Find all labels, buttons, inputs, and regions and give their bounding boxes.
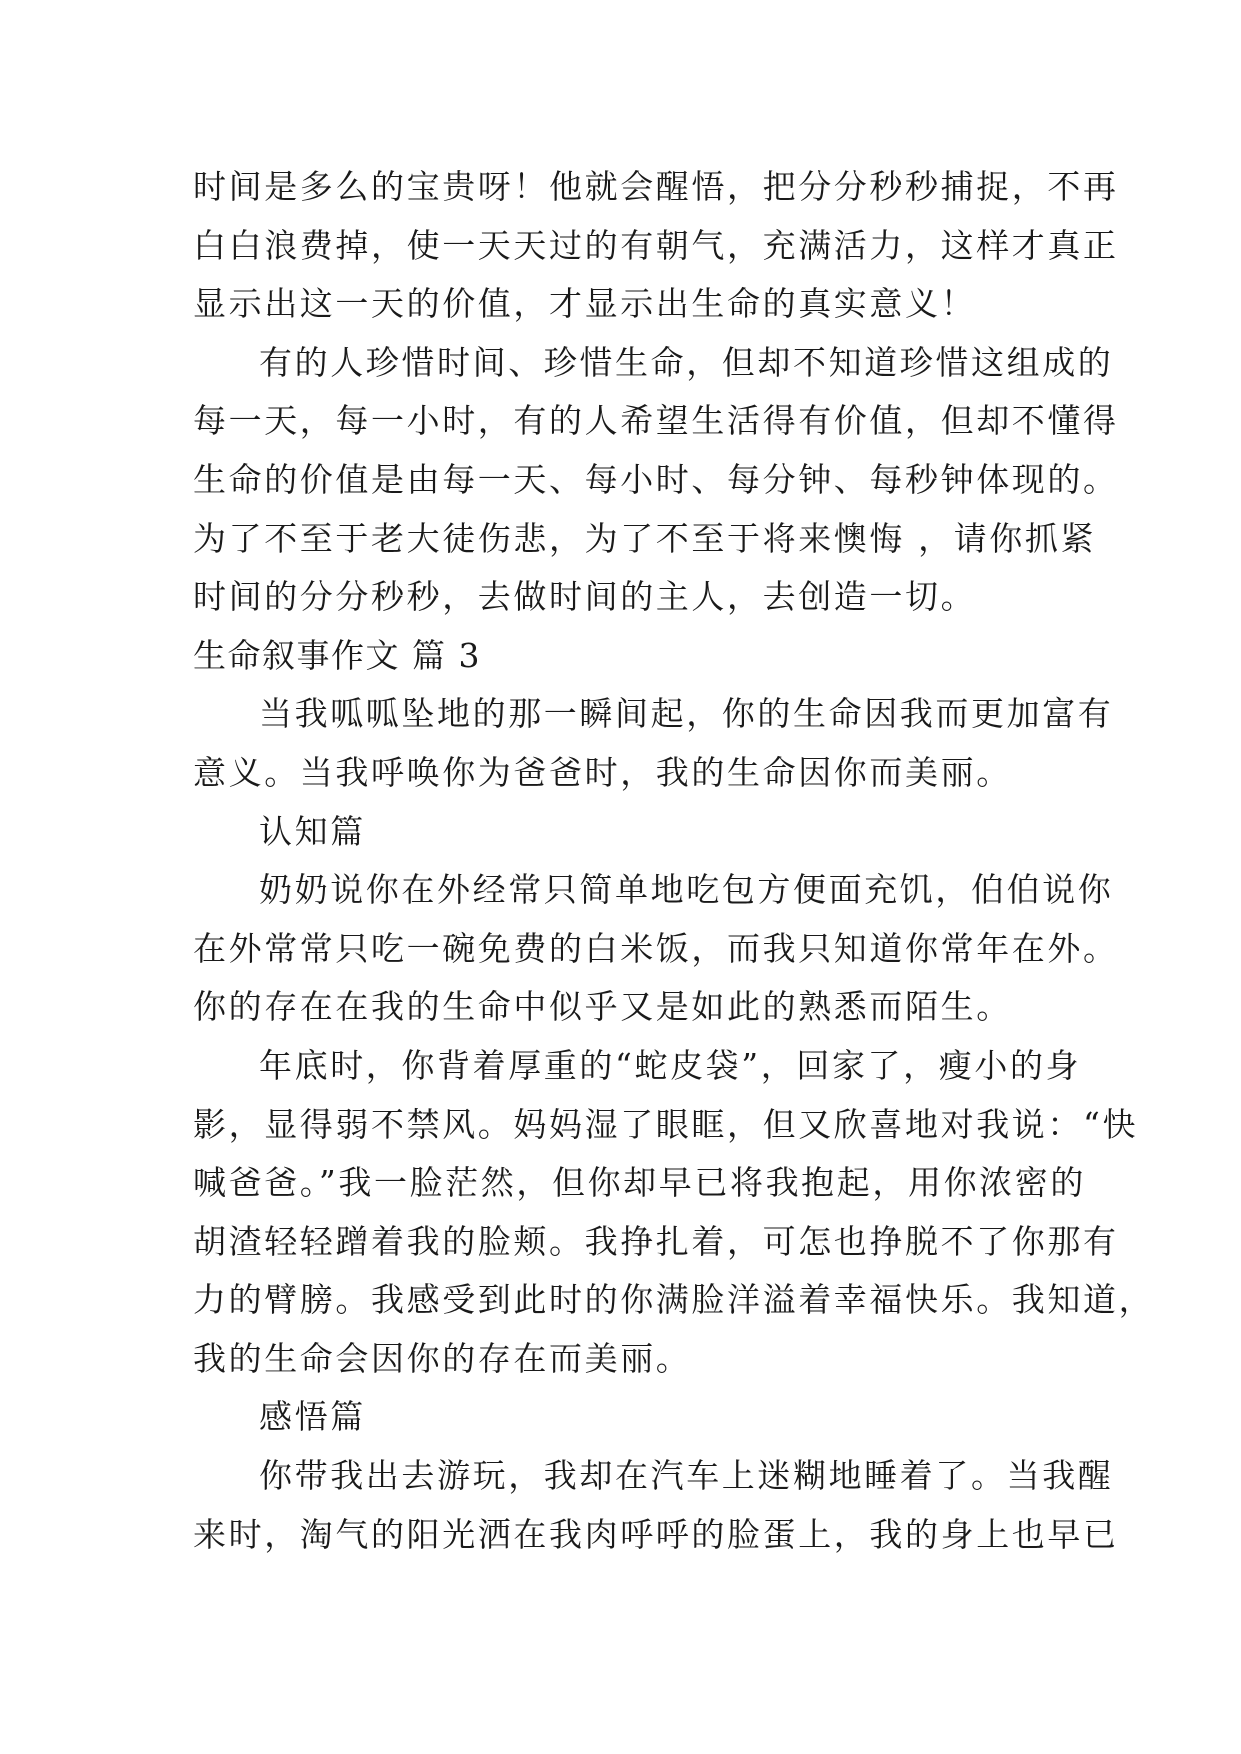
text-line: 来时，淘气的阳光洒在我肉呼呼的脸蛋上，我的身上也早已 — [193, 1514, 1119, 1554]
text-line: 时间的分分秒秒，去做时间的主人，去创造一切。 — [193, 577, 977, 617]
paragraph-start-line: 你带我出去游玩，我却在汽车上迷糊地睡着了。当我醒 — [259, 1456, 1114, 1496]
text-line: 白白浪费掉，使一天天过的有朝气，充满活力，这样才真正 — [193, 225, 1119, 265]
paragraph-start-line: 有的人珍惜时间、珍惜生命，但却不知道珍惜这组成的 — [259, 342, 1114, 382]
paragraph-start-line: 奶奶说你在外经常只简单地吃包方便面充饥，伯伯说你 — [259, 870, 1114, 910]
text-line: 为了不至于老大徒伤悲，为了不至于将来懊悔 ，请你抓紧 — [193, 518, 1097, 558]
text-line: 力的臂膀。我感受到此时的你满脸洋溢着幸福快乐。我知道， — [193, 1280, 1155, 1320]
text-line: 胡渣轻轻蹭着我的脸颊。我挣扎着，可怎也挣脱不了你那有 — [193, 1221, 1119, 1261]
text-line: 影，显得弱不禁风。妈妈湿了眼眶，但又欣喜地对我说：“快 — [193, 1104, 1139, 1144]
text-line: 喊爸爸。”我一脸茫然，但你却早已将我抱起，用你浓密的 — [193, 1163, 1086, 1203]
text-line: 每一天，每一小时，有的人希望生活得有价值，但却不懂得 — [193, 401, 1119, 441]
text-line: 你的存在在我的生命中似乎又是如此的熟悉而陌生。 — [193, 987, 1012, 1027]
text-line: 生命的价值是由每一天、每小时、每分钟、每秒钟体现的。 — [193, 459, 1119, 499]
section-heading: 生命叙事作文 篇 3 — [193, 635, 481, 675]
paragraph-start-line: 年底时，你背着厚重的“蛇皮袋”，回家了，瘦小的身 — [259, 1045, 1082, 1085]
text-line: 我的生命会因你的存在而美丽。 — [193, 1338, 692, 1378]
document-body — [193, 158, 1155, 1564]
paragraph-start-line: 当我呱呱坠地的那一瞬间起，你的生命因我而更加富有 — [259, 694, 1114, 734]
text-line: 在外常常只吃一碗免费的白米饭，而我只知道你常年在外。 — [193, 928, 1119, 968]
text-line: 时间是多么的宝贵呀！他就会醒悟，把分分秒秒捕捉，不再 — [193, 167, 1119, 206]
subsection-heading: 认知篇 — [259, 811, 366, 851]
subsection-heading: 感悟篇 — [259, 1397, 366, 1437]
text-line: 意义。当我呼唤你为爸爸时，我的生命因你而美丽。 — [193, 752, 1012, 792]
text-line: 显示出这一天的价值，才显示出生命的真实意义！ — [193, 284, 977, 324]
